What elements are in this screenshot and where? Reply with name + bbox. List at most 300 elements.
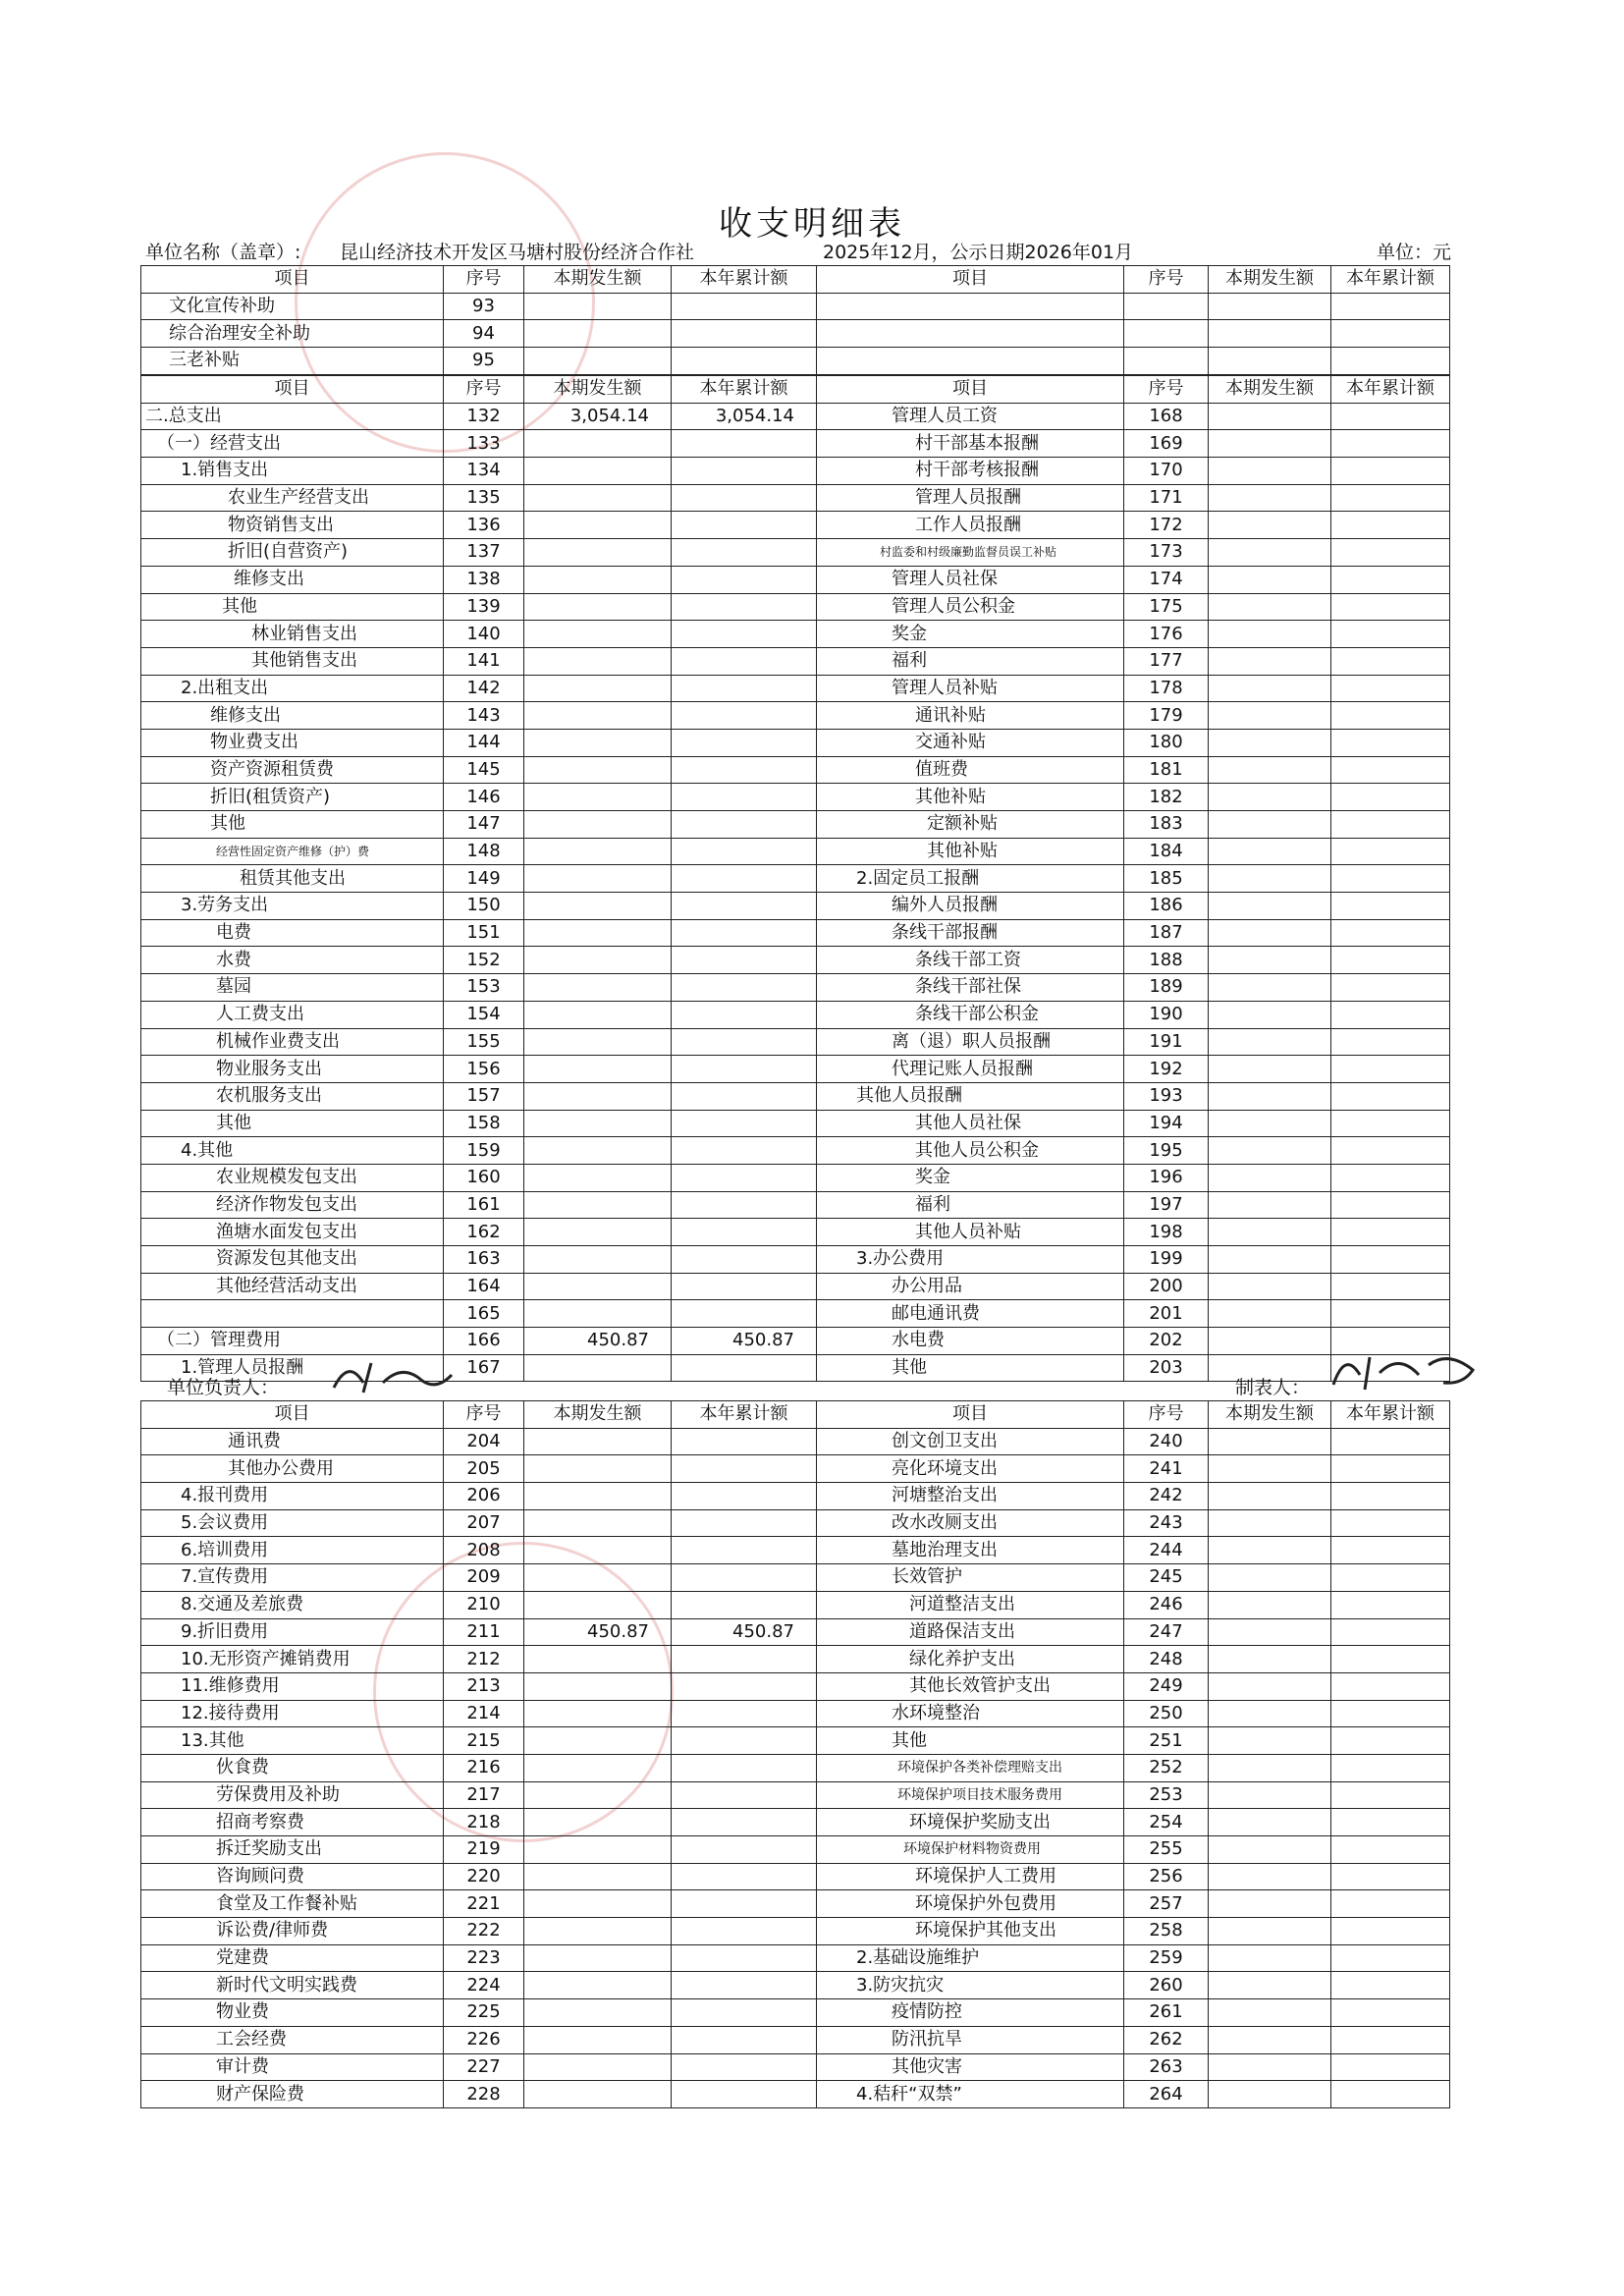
item-number: 180 <box>1124 729 1209 756</box>
item-number: 136 <box>444 512 524 539</box>
table-row <box>141 702 1450 730</box>
item-name: 2.基础设施维护 <box>817 1944 1124 1972</box>
item-number: 168 <box>1124 403 1209 430</box>
item-number: 255 <box>1124 1836 1209 1864</box>
item-name: 折旧(租赁资产) <box>141 784 444 811</box>
current-amount <box>524 1836 672 1864</box>
current-amount <box>524 1890 672 1918</box>
item-name: 防汛抗旱 <box>817 2026 1124 2053</box>
column-header-item: 项目 <box>817 1401 1124 1429</box>
ytd-amount <box>1331 512 1450 539</box>
item-name: 条线干部工资 <box>817 947 1124 974</box>
item-number: 94 <box>444 320 524 348</box>
ytd-amount <box>672 811 817 839</box>
table-row <box>141 403 1450 430</box>
item-number: 157 <box>444 1082 524 1110</box>
current-amount <box>524 1509 672 1537</box>
table-row <box>141 1809 1450 1836</box>
current-amount <box>1209 2053 1331 2081</box>
item-number: 244 <box>1124 1537 1209 1564</box>
table-row <box>141 1191 1450 1219</box>
item-number: 155 <box>444 1028 524 1056</box>
current-amount <box>524 784 672 811</box>
item-name: 4.秸秆“双禁” <box>817 2081 1124 2108</box>
ytd-amount <box>672 2026 817 2053</box>
item-number <box>1124 293 1209 320</box>
current-amount <box>524 1863 672 1890</box>
current-amount <box>524 1001 672 1028</box>
item-name <box>817 320 1124 348</box>
current-amount <box>524 1028 672 1056</box>
item-name: 租赁其他支出 <box>141 865 444 893</box>
ytd-amount <box>672 2081 817 2108</box>
column-header-current: 本期发生额 <box>1209 1401 1331 1429</box>
ytd-amount <box>1331 293 1450 320</box>
table-row <box>141 1537 1450 1564</box>
ytd-amount <box>672 919 817 947</box>
item-name: 其他补贴 <box>817 784 1124 811</box>
current-amount <box>1209 1028 1331 1056</box>
item-name: 经营性固定资产维修（护）费 <box>141 838 444 865</box>
table-row <box>141 1001 1450 1028</box>
item-name: 邮电通讯费 <box>817 1300 1124 1328</box>
item-name: 代理记账人员报酬 <box>817 1056 1124 1083</box>
item-number: 245 <box>1124 1564 1209 1592</box>
item-number: 224 <box>444 1972 524 1999</box>
ytd-amount <box>672 1890 817 1918</box>
column-header-item: 项目 <box>817 376 1124 404</box>
current-amount <box>1209 1564 1331 1592</box>
current-amount <box>1209 320 1331 348</box>
item-number: 214 <box>444 1700 524 1727</box>
table-row <box>141 1836 1450 1864</box>
item-name: 8.交通及差旅费 <box>141 1591 444 1618</box>
item-number: 185 <box>1124 865 1209 893</box>
item-number: 137 <box>444 539 524 567</box>
ytd-amount <box>672 1191 817 1219</box>
item-name: 通讯费 <box>141 1428 444 1455</box>
ytd-amount <box>1331 539 1450 567</box>
current-amount <box>1209 865 1331 893</box>
ytd-amount <box>1331 1483 1450 1510</box>
item-number: 227 <box>444 2053 524 2081</box>
ytd-amount <box>672 512 817 539</box>
current-amount <box>524 566 672 593</box>
item-number: 147 <box>444 811 524 839</box>
item-name: 疫情防控 <box>817 1999 1124 2027</box>
current-amount <box>1209 1836 1331 1864</box>
current-amount <box>524 647 672 675</box>
ytd-amount <box>1331 2053 1450 2081</box>
ytd-amount <box>1331 458 1450 485</box>
column-header-current: 本期发生额 <box>524 1401 672 1429</box>
item-number: 170 <box>1124 458 1209 485</box>
item-number: 162 <box>444 1219 524 1246</box>
current-amount <box>1209 947 1331 974</box>
item-name: （一）经营支出 <box>141 430 444 458</box>
item-number: 243 <box>1124 1509 1209 1537</box>
ytd-amount <box>1331 1646 1450 1673</box>
item-number: 253 <box>1124 1781 1209 1809</box>
table-row <box>141 621 1450 648</box>
ytd-amount <box>672 1918 817 1945</box>
item-number: 261 <box>1124 1999 1209 2027</box>
current-amount <box>1209 919 1331 947</box>
table-row <box>141 1428 1450 1455</box>
item-number: 178 <box>1124 675 1209 702</box>
current-amount <box>524 1455 672 1483</box>
current-amount <box>524 729 672 756</box>
table-row <box>141 593 1450 621</box>
ytd-amount <box>1331 756 1450 784</box>
ytd-amount <box>672 1028 817 1056</box>
item-name: 条线干部报酬 <box>817 919 1124 947</box>
table-row <box>141 1082 1450 1110</box>
item-number: 173 <box>1124 539 1209 567</box>
item-number: 149 <box>444 865 524 893</box>
ytd-amount <box>672 1672 817 1700</box>
table-row <box>141 1483 1450 1510</box>
current-amount <box>524 919 672 947</box>
current-amount <box>524 1646 672 1673</box>
item-name: 拆迁奖励支出 <box>141 1836 444 1864</box>
current-amount <box>1209 1591 1331 1618</box>
ytd-amount <box>1331 1591 1450 1618</box>
item-number: 203 <box>1124 1354 1209 1382</box>
table-row <box>141 1509 1450 1537</box>
ytd-amount <box>672 1082 817 1110</box>
item-name: 其他办公费用 <box>141 1455 444 1483</box>
current-amount <box>1209 430 1331 458</box>
item-name: 财产保险费 <box>141 2081 444 2108</box>
ytd-amount <box>1331 647 1450 675</box>
ytd-amount: 450.87 <box>672 1618 817 1646</box>
column-header-item: 项目 <box>817 266 1124 294</box>
ytd-amount <box>672 1164 817 1191</box>
current-amount <box>524 1246 672 1274</box>
item-name: 道路保洁支出 <box>817 1618 1124 1646</box>
item-name: 编外人员报酬 <box>817 893 1124 920</box>
ytd-amount <box>672 1001 817 1028</box>
ytd-amount <box>1331 1219 1450 1246</box>
item-number: 134 <box>444 458 524 485</box>
item-name: 资产资源租赁费 <box>141 756 444 784</box>
item-name: 资源发包其他支出 <box>141 1246 444 1274</box>
item-number: 263 <box>1124 2053 1209 2081</box>
table-row <box>141 566 1450 593</box>
ytd-amount <box>1331 1246 1450 1274</box>
item-number: 160 <box>444 1164 524 1191</box>
current-amount <box>1209 1455 1331 1483</box>
item-number: 142 <box>444 675 524 702</box>
ytd-amount <box>672 1137 817 1165</box>
item-number: 250 <box>1124 1700 1209 1727</box>
item-number: 259 <box>1124 1944 1209 1972</box>
item-number: 163 <box>444 1246 524 1274</box>
item-name: 环境保护其他支出 <box>817 1918 1124 1945</box>
item-name: 奖金 <box>817 1164 1124 1191</box>
current-amount <box>1209 1944 1331 1972</box>
item-number: 152 <box>444 947 524 974</box>
item-name: 咨询顾问费 <box>141 1863 444 1890</box>
item-number: 242 <box>1124 1483 1209 1510</box>
item-number: 179 <box>1124 702 1209 730</box>
table-row <box>141 1646 1450 1673</box>
ytd-amount <box>1331 1618 1450 1646</box>
item-number: 262 <box>1124 2026 1209 2053</box>
item-name: 村干部基本报酬 <box>817 430 1124 458</box>
current-amount <box>1209 729 1331 756</box>
table-row <box>141 1246 1450 1274</box>
item-name: 亮化环境支出 <box>817 1455 1124 1483</box>
current-amount <box>524 702 672 730</box>
item-name: 物业服务支出 <box>141 1056 444 1083</box>
current-amount <box>1209 621 1331 648</box>
item-number: 226 <box>444 2026 524 2053</box>
item-number: 188 <box>1124 947 1209 974</box>
item-number: 187 <box>1124 919 1209 947</box>
ytd-amount <box>1331 811 1450 839</box>
item-name: 村干部考核报酬 <box>817 458 1124 485</box>
table-row <box>141 512 1450 539</box>
item-name: 管理人员工资 <box>817 403 1124 430</box>
item-name: 综合治理安全补助 <box>141 320 444 348</box>
item-name: 电费 <box>141 919 444 947</box>
ytd-amount <box>672 484 817 512</box>
ytd-amount <box>672 756 817 784</box>
item-name: 2.出租支出 <box>141 675 444 702</box>
item-name: 劳保费用及补助 <box>141 1781 444 1809</box>
item-name: 农业生产经营支出 <box>141 484 444 512</box>
item-number: 251 <box>1124 1727 1209 1755</box>
item-name: 其他销售支出 <box>141 647 444 675</box>
table-row <box>141 1863 1450 1890</box>
current-amount <box>1209 1509 1331 1537</box>
ytd-amount <box>1331 1918 1450 1945</box>
ytd-amount <box>672 1537 817 1564</box>
item-name: 通讯补贴 <box>817 702 1124 730</box>
ytd-amount: 450.87 <box>672 1328 817 1355</box>
item-name: 其他补贴 <box>817 838 1124 865</box>
ytd-amount <box>672 1056 817 1083</box>
item-number: 211 <box>444 1618 524 1646</box>
current-amount <box>1209 1646 1331 1673</box>
item-number: 164 <box>444 1273 524 1300</box>
current-amount <box>1209 566 1331 593</box>
current-amount <box>524 865 672 893</box>
ytd-amount <box>672 1273 817 1300</box>
item-name: 农机服务支出 <box>141 1082 444 1110</box>
ytd-amount <box>1331 865 1450 893</box>
ytd-amount <box>672 348 817 375</box>
current-amount <box>524 1191 672 1219</box>
ytd-amount <box>1331 320 1450 348</box>
ytd-amount <box>672 320 817 348</box>
ytd-amount <box>672 539 817 567</box>
current-amount: 450.87 <box>524 1618 672 1646</box>
current-amount <box>1209 756 1331 784</box>
item-number: 204 <box>444 1428 524 1455</box>
current-amount <box>524 1700 672 1727</box>
ytd-amount <box>672 1700 817 1727</box>
item-name: 伙食费 <box>141 1754 444 1781</box>
table-row <box>141 2081 1450 2108</box>
item-number: 205 <box>444 1455 524 1483</box>
item-name: 3.防灾抗灾 <box>817 1972 1124 1999</box>
item-number: 167 <box>444 1354 524 1382</box>
ytd-amount <box>672 1836 817 1864</box>
item-name: 环境保护材料物资费用 <box>817 1836 1124 1864</box>
item-name: 维修支出 <box>141 566 444 593</box>
ytd-amount <box>672 1246 817 1274</box>
ytd-amount <box>672 566 817 593</box>
ytd-amount <box>1331 1001 1450 1028</box>
table-row <box>141 293 1450 320</box>
unit-name: 昆山经济技术开发区马塘村股份经济合作社 <box>340 242 695 263</box>
document-header <box>145 238 1451 263</box>
table-row <box>141 756 1450 784</box>
ytd-amount <box>672 1219 817 1246</box>
header-row <box>141 376 1450 404</box>
current-amount <box>524 1483 672 1510</box>
item-name: 工作人员报酬 <box>817 512 1124 539</box>
item-number: 201 <box>1124 1300 1209 1328</box>
item-number: 216 <box>444 1754 524 1781</box>
table-row <box>141 1328 1450 1355</box>
item-number: 254 <box>1124 1809 1209 1836</box>
column-header-no: 序号 <box>444 376 524 404</box>
item-name: 定额补贴 <box>817 811 1124 839</box>
current-amount <box>524 539 672 567</box>
table-row <box>141 1056 1450 1083</box>
current-amount <box>1209 458 1331 485</box>
column-header-no: 序号 <box>1124 1401 1209 1429</box>
ytd-amount <box>672 729 817 756</box>
current-amount <box>1209 893 1331 920</box>
item-number: 215 <box>444 1727 524 1755</box>
ytd-amount <box>672 647 817 675</box>
unit-label: 单位名称（盖章）: <box>145 242 301 263</box>
ytd-amount <box>1331 1191 1450 1219</box>
item-name: 折旧(自营资产) <box>141 539 444 567</box>
item-name: 4.报刊费用 <box>141 1483 444 1510</box>
column-header-current: 本期发生额 <box>524 376 672 404</box>
column-header-no: 序号 <box>444 1401 524 1429</box>
column-header-ytd: 本年累计额 <box>1331 1401 1450 1429</box>
table-row <box>141 484 1450 512</box>
item-number: 95 <box>444 348 524 375</box>
current-amount <box>524 2053 672 2081</box>
item-name: 1.销售支出 <box>141 458 444 485</box>
current-amount <box>524 2026 672 2053</box>
ytd-amount <box>1331 1028 1450 1056</box>
ytd-amount <box>1331 566 1450 593</box>
item-number: 171 <box>1124 484 1209 512</box>
item-name: 墓地治理支出 <box>817 1537 1124 1564</box>
item-number: 241 <box>1124 1455 1209 1483</box>
item-number: 161 <box>444 1191 524 1219</box>
item-name: 其他人员报酬 <box>817 1082 1124 1110</box>
item-name: 1.管理人员报酬 <box>141 1354 444 1382</box>
current-amount <box>524 293 672 320</box>
item-number: 190 <box>1124 1001 1209 1028</box>
item-name: 条线干部社保 <box>817 974 1124 1002</box>
item-number: 144 <box>444 729 524 756</box>
table-row <box>141 675 1450 702</box>
column-header-no: 序号 <box>444 266 524 294</box>
item-number: 207 <box>444 1509 524 1537</box>
item-number: 209 <box>444 1564 524 1592</box>
current-amount <box>524 1918 672 1945</box>
current-amount <box>524 838 672 865</box>
current-amount <box>524 1809 672 1836</box>
item-number: 223 <box>444 1944 524 1972</box>
item-number: 213 <box>444 1672 524 1700</box>
column-header-current: 本期发生额 <box>1209 266 1331 294</box>
ytd-amount <box>672 784 817 811</box>
item-name: 河道整洁支出 <box>817 1591 1124 1618</box>
ytd-amount <box>672 1110 817 1137</box>
table-row <box>141 1672 1450 1700</box>
item-number: 93 <box>444 293 524 320</box>
item-name: 2.固定员工报酬 <box>817 865 1124 893</box>
table-row <box>141 1781 1450 1809</box>
current-amount <box>524 1300 672 1328</box>
item-name: 12.接待费用 <box>141 1700 444 1727</box>
item-number: 258 <box>1124 1918 1209 1945</box>
column-header-no: 序号 <box>1124 376 1209 404</box>
current-amount <box>1209 539 1331 567</box>
item-number: 218 <box>444 1809 524 1836</box>
table-row <box>141 647 1450 675</box>
current-amount <box>1209 2026 1331 2053</box>
item-name: 3.劳务支出 <box>141 893 444 920</box>
item-name: 环境保护奖励支出 <box>817 1809 1124 1836</box>
ytd-amount <box>1331 919 1450 947</box>
current-amount: 3,054.14 <box>524 403 672 430</box>
item-name: 环境保护各类补偿理赔支出 <box>817 1754 1124 1781</box>
table-row <box>141 1890 1450 1918</box>
item-name: 三老补贴 <box>141 348 444 375</box>
item-name: 管理人员补贴 <box>817 675 1124 702</box>
ytd-amount <box>1331 1300 1450 1328</box>
item-name: 村监委和村级廉勤监督员误工补贴 <box>817 539 1124 567</box>
current-amount <box>524 1564 672 1592</box>
item-name: 物业费支出 <box>141 729 444 756</box>
current-amount <box>1209 1428 1331 1455</box>
ytd-amount <box>672 1972 817 1999</box>
ytd-amount <box>1331 1781 1450 1809</box>
item-name: 环境保护项目技术服务费用 <box>817 1781 1124 1809</box>
item-name: 其他 <box>817 1354 1124 1382</box>
ytd-amount <box>672 947 817 974</box>
current-amount <box>1209 1001 1331 1028</box>
current-amount <box>524 756 672 784</box>
ytd-amount <box>1331 947 1450 974</box>
current-amount <box>524 1164 672 1191</box>
ytd-amount <box>1331 1944 1450 1972</box>
item-name: 其他 <box>817 1727 1124 1755</box>
column-header-ytd: 本年累计额 <box>1331 376 1450 404</box>
item-name: 其他人员补贴 <box>817 1219 1124 1246</box>
current-amount <box>1209 811 1331 839</box>
current-amount <box>524 484 672 512</box>
item-name: 值班费 <box>817 756 1124 784</box>
table-row <box>141 1028 1450 1056</box>
item-number: 193 <box>1124 1082 1209 1110</box>
item-name: 墓园 <box>141 974 444 1002</box>
ytd-amount <box>1331 1836 1450 1864</box>
